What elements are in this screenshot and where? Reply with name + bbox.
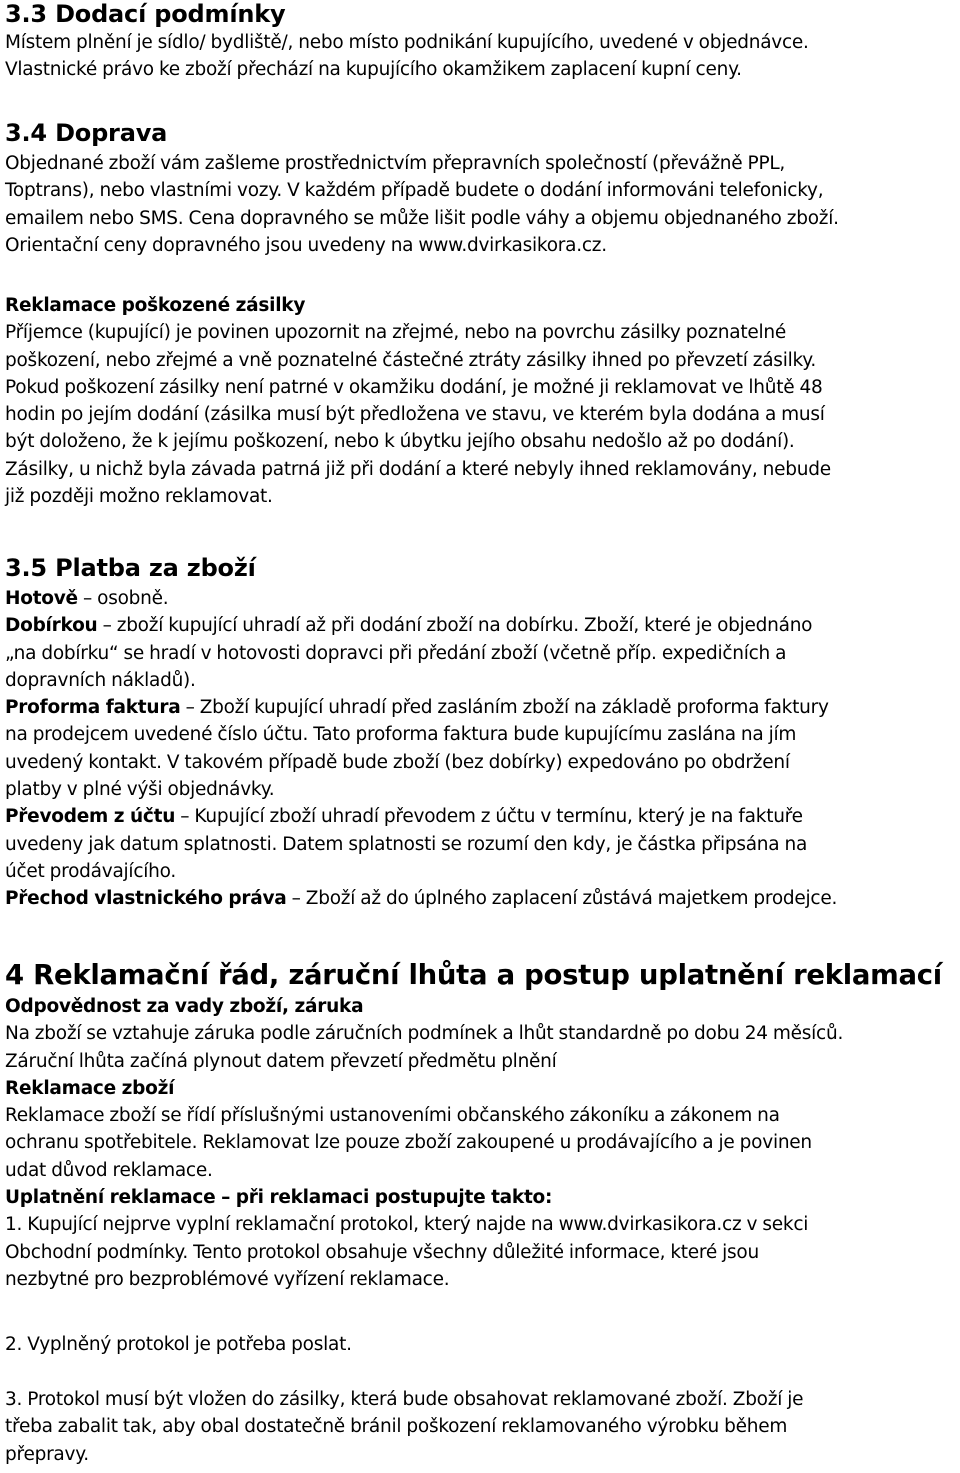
section-3-5-heading: 3.5 Platba za zboží bbox=[5, 554, 256, 582]
step-3-line: 3. Protokol musí být vložen do zásilky, která bude obsahovat reklamované zboží. Zboží je bbox=[5, 1389, 804, 1410]
text-line: dopravních nákladů). bbox=[5, 669, 196, 691]
step-3 bbox=[5, 1386, 960, 1468]
text-line: hodin po jejím dodání (zásilka musí být předložena ve stavu, ve kterém byla dodána a musí bbox=[5, 404, 825, 426]
warranty-section bbox=[5, 993, 960, 1293]
payment-transfer-label: Převodem z účtu bbox=[5, 806, 176, 828]
text-line: udat důvod reklamace. bbox=[5, 1159, 213, 1181]
text-line: přepravy. bbox=[5, 1443, 89, 1465]
text-line: Vlastnické právo ke zboží přechází na kupujícího okamžikem zaplacení kupní ceny. bbox=[5, 59, 742, 81]
damage-claims-section bbox=[5, 292, 960, 510]
payment-cash bbox=[5, 585, 960, 612]
text-line: emailem nebo SMS. Cena dopravného se může lišit podle váhy a objemu objednaného zboží. bbox=[5, 207, 839, 229]
section-3-3-text bbox=[5, 29, 960, 84]
claim-heading: Reklamace zboží bbox=[5, 1077, 175, 1099]
text-line: již později možno reklamovat. bbox=[5, 486, 273, 508]
text-line: Záruční lhůta začíná plynout datem převzetí předmětu plnění bbox=[5, 1050, 557, 1072]
damage-claims-heading: Reklamace poškozené zásilky bbox=[5, 295, 306, 316]
step-2 bbox=[5, 1331, 960, 1358]
section-4-heading: 4 Reklamační řád, záruční lhůta a postup uplatnění reklamací bbox=[5, 959, 942, 991]
ownership-transfer-label: Přechod vlastnického práva bbox=[5, 888, 287, 910]
text-line: platby v plné výši objednávky. bbox=[5, 779, 275, 801]
ownership-transfer bbox=[5, 885, 960, 912]
text-line: Místem plnění je sídlo/ bydliště/, nebo místo podnikání kupujícího, uvedené v objednávce. bbox=[5, 32, 809, 53]
text-line: Pokud poškození zásilky není patrné v okamžiku dodání, je možné ji reklamovat ve lhůtě 48 bbox=[5, 376, 823, 398]
payment-cash-label: Hotově bbox=[5, 588, 78, 609]
text-line: být doloženo, že k jejímu poškození, nebo k úbytku jejího obsahu nedošlo až po dodání). bbox=[5, 431, 795, 453]
payment-transfer-text: – Kupující zboží uhradí převodem z účtu v termínu, který je na faktuře bbox=[175, 806, 803, 828]
text-line: nezbytné pro bezproblémové vyřízení reklamace. bbox=[5, 1268, 450, 1290]
payment-proforma-label: Proforma faktura bbox=[5, 697, 181, 719]
text-line: Toptrans), nebo vlastními vozy. V každém případě budete o dodání informováni telefonicky, bbox=[5, 180, 824, 202]
text-line: „na dobírku“ se hradí v hotovosti dopravci při předání zboží (včetně příp. expedičních a bbox=[5, 642, 787, 664]
payment-methods bbox=[5, 585, 960, 913]
text-line: Objednané zboží vám zašleme prostřednictvím přepravních společností (převážně PPL, bbox=[5, 153, 786, 174]
section-3-4-text bbox=[5, 150, 960, 259]
text-line: třeba zabalit tak, aby obal dostatečně bránil poškození reklamovaného výrobku během bbox=[5, 1416, 788, 1438]
payment-proforma-text: – Zboží kupující uhradí před zasláním zboží na základě proforma faktury bbox=[180, 697, 829, 719]
warranty-heading: Odpovědnost za vady zboží, záruka bbox=[5, 996, 364, 1017]
text-line: Příjemce (kupující) je povinen upozornit na zřejmé, nebo na povrchu zásilky poznatelné bbox=[5, 322, 786, 344]
text-line: Reklamace zboží se řídí příslušnými ustanoveními občanského zákoníku a zákonem na bbox=[5, 1105, 780, 1127]
payment-proforma bbox=[5, 694, 960, 721]
text-line: na prodejcem uvedené číslo účtu. Tato proforma faktura bude kupujícímu zaslána na jím bbox=[5, 724, 797, 746]
text-line: uvedený kontakt. V takovém případě bude zboží (bez dobírky) expedováno po obdržení bbox=[5, 751, 790, 773]
text-line: Obchodní podmínky. Tento protokol obsahuje všechny důležité informace, které jsou bbox=[5, 1241, 759, 1263]
payment-cod-label: Dobírkou bbox=[5, 615, 98, 637]
section-3-3-heading: 3.3 Dodací podmínky bbox=[5, 0, 286, 28]
text-line: poškození, nebo zřejmé a vně poznatelné částečné ztráty zásilky ihned po převzetí zásilky. bbox=[5, 349, 816, 371]
text-line: Orientační ceny dopravného jsou uvedeny na www.dvirkasikora.cz. bbox=[5, 234, 607, 256]
section-3-4-heading: 3.4 Doprava bbox=[5, 119, 168, 147]
payment-cod-text: – zboží kupující uhradí až při dodání zboží na dobírku. Zboží, které je objednáno bbox=[97, 615, 813, 637]
payment-cash-text: – osobně. bbox=[77, 588, 169, 609]
step-1-line: 1. Kupující nejprve vyplní reklamační protokol, který najde na www.dvirkasikora.cz v sekci bbox=[5, 1214, 809, 1236]
step-2-line: 2. Vyplněný protokol je potřeba poslat. bbox=[5, 1334, 352, 1355]
text-line: Na zboží se vztahuje záruka podle záručních podmínek a lhůt standardně po dobu 24 měsíců. bbox=[5, 1023, 844, 1045]
text-line: uvedeny jak datum splatnosti. Datem splatnosti se rozumí den kdy, je částka připsána na bbox=[5, 833, 808, 855]
text-line: účet prodávajícího. bbox=[5, 860, 176, 882]
text-line: Zásilky, u nichž byla závada patrná již při dodání a které nebyly ihned reklamovány, nebude bbox=[5, 458, 831, 480]
text-line: ochranu spotřebitele. Reklamovat lze pouze zboží zakoupené u prodávajícího a je povinen bbox=[5, 1132, 812, 1154]
payment-cod bbox=[5, 612, 960, 639]
apply-claim-heading: Uplatnění reklamace – při reklamaci postupujte takto: bbox=[5, 1187, 553, 1209]
ownership-transfer-text: – Zboží až do úplného zaplacení zůstává majetkem prodejce. bbox=[286, 888, 838, 910]
payment-transfer bbox=[5, 803, 960, 830]
